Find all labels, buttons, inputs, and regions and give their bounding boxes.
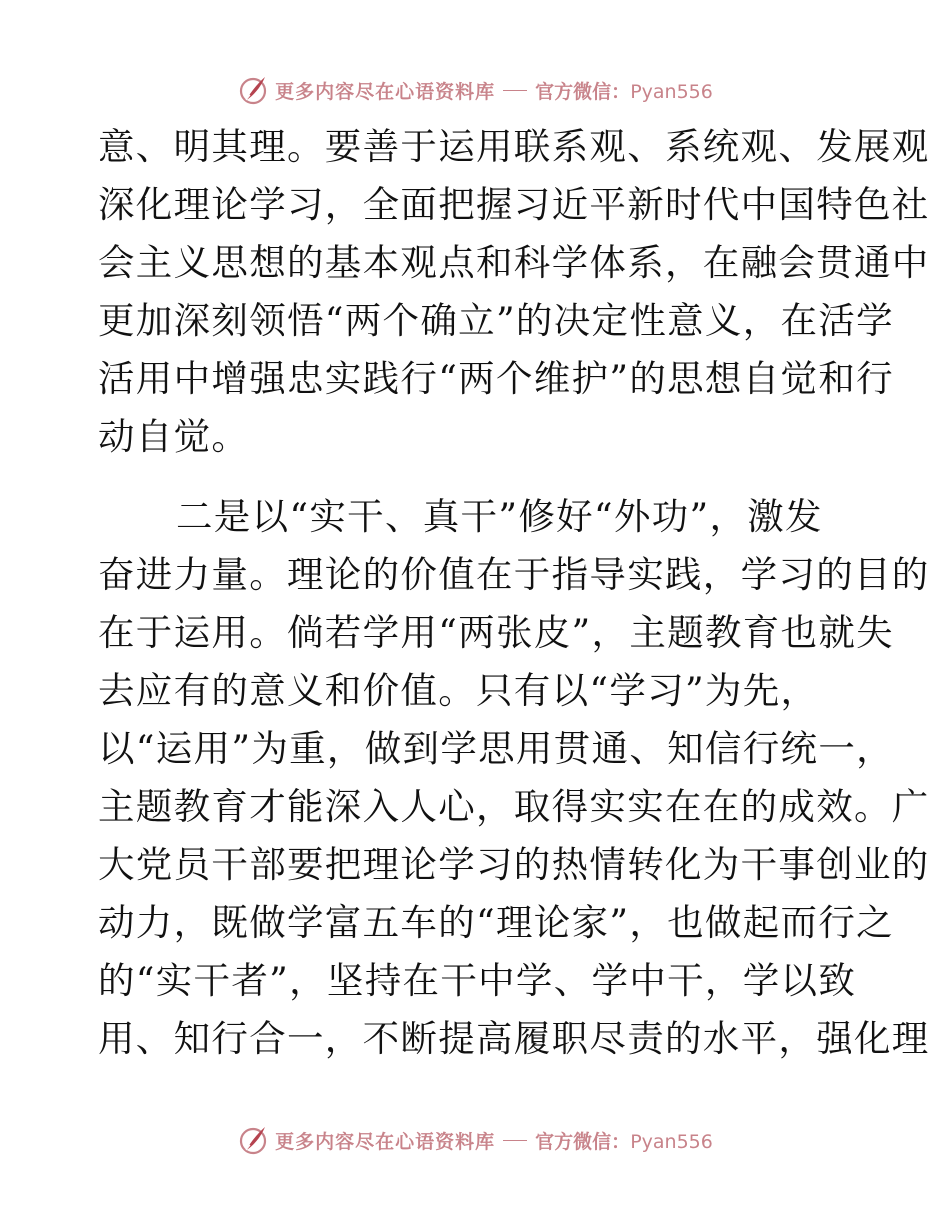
text-line: 大党员干部要把理论学习的热情转化为干事创业的	[98, 843, 930, 886]
quill-pen-logo-icon	[237, 74, 269, 106]
header-brand-text: 更多内容尽在心语资料库	[275, 80, 496, 103]
paragraph-2	[98, 488, 930, 1068]
footer-banner	[0, 1120, 950, 1160]
footer-wechat-id: Pyan556	[630, 1130, 713, 1153]
text-line: 更加深刻领悟“两个确立”的决定性意义，在活学	[98, 299, 894, 342]
footer-dash	[503, 1140, 527, 1141]
document-body	[98, 118, 930, 1068]
text-line: 动自觉。	[98, 415, 250, 458]
header-wechat-label: 官方微信：	[535, 80, 631, 103]
header-banner	[0, 70, 950, 110]
footer-wechat-label: 官方微信：	[535, 1130, 631, 1153]
text-line: 会主义思想的基本观点和科学体系，在融会贯通中	[98, 241, 930, 284]
footer-brand-text: 更多内容尽在心语资料库	[275, 1130, 496, 1153]
text-line: 奋进力量。理论的价值在于指导实践，学习的目的	[98, 553, 930, 596]
quill-pen-logo-icon	[237, 1124, 269, 1156]
header-wechat	[535, 77, 713, 104]
text-line: 用、知行合一，不断提高履职尽责的水平，强化理	[98, 1017, 930, 1060]
text-line: 主题教育才能深入人心，取得实实在在的成效。广	[98, 785, 930, 828]
text-line: 在于运用。倘若学用“两张皮”，主题教育也就失	[98, 611, 894, 654]
paragraph-spacer	[98, 466, 858, 488]
text-line: 深化理论学习，全面把握习近平新时代中国特色社	[98, 183, 930, 226]
text-line: 动力，既做学富五车的“理论家”，也做起而行之	[98, 901, 894, 944]
text-line: 活用中增强忠实践行“两个维护”的思想自觉和行	[98, 357, 894, 400]
text-line: 去应有的意义和价值。只有以“学习”为先，	[98, 669, 819, 712]
text-line: 以“运用”为重，做到学思用贯通、知信行统一，	[98, 727, 894, 770]
text-line: 二是以“实干、真干”修好“外功”，激发	[176, 495, 823, 538]
header-wechat-id: Pyan556	[630, 80, 713, 103]
text-line: 的“实干者”，坚持在干中学、学中干，学以致	[98, 959, 857, 1002]
header-dash	[503, 90, 527, 91]
footer-wechat	[535, 1127, 713, 1154]
text-line: 意、明其理。要善于运用联系观、系统观、发展观	[98, 125, 930, 168]
paragraph-1	[98, 118, 930, 466]
